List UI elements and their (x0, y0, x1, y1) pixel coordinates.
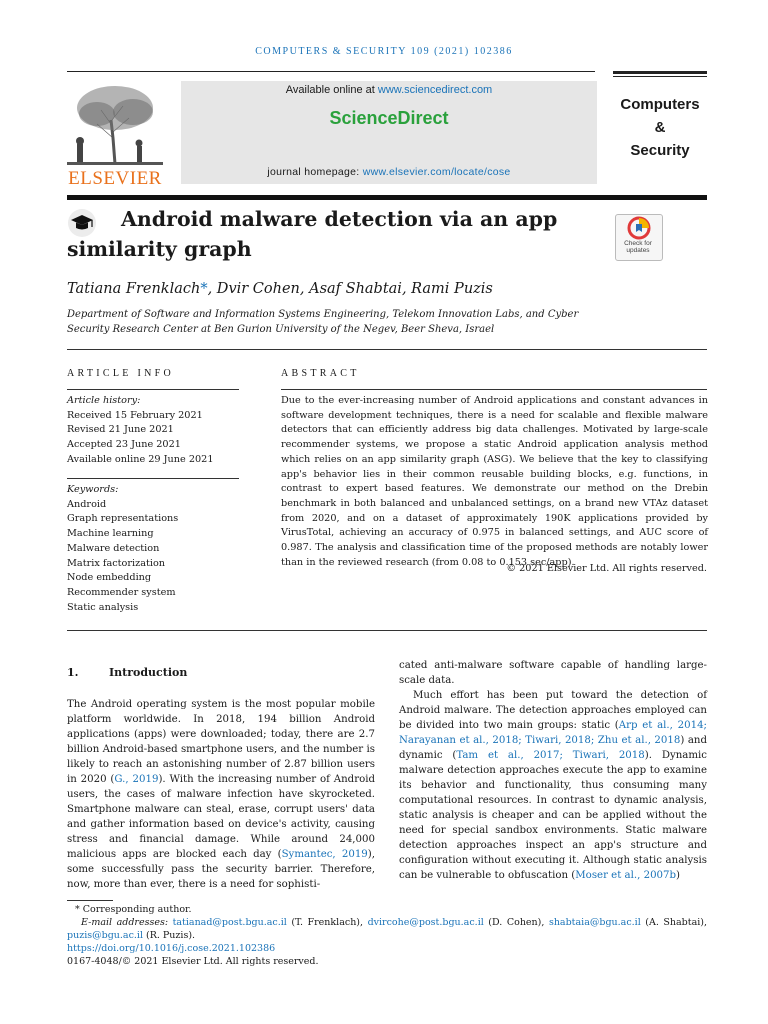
author-rest: , Dvir Cohen, Asaf Shabtai, Rami Puzis (207, 281, 493, 297)
masthead-rule (67, 195, 707, 200)
article-info-rule (67, 389, 239, 390)
header-rule (67, 71, 595, 72)
journal-name-line1: Computers (620, 96, 700, 113)
elsevier-wordmark: ELSEVIER (68, 168, 162, 189)
text-run: ). With the increasing number of Android users, the cases of malware infection have skyrocketed. Smartphone malware can steal, erase, corrupt users' data and gather information based on device's activity, causing stress and financial damage. While around 24,000 malicious apps are blocked each day ( (67, 774, 375, 860)
text-run: ), some successfully pass the security barrier. Therefore, now, more than ever, there is a need for sophisti- (67, 849, 375, 890)
email-label: E-mail addresses: (81, 917, 169, 928)
citation-link[interactable]: Arp et al., 2014; Narayanan et al., 2018; Tiwari, 2018; Zhu et al., 2018 (399, 720, 707, 746)
article-history (67, 394, 239, 468)
running-head: COMPUTERS & SECURITY 109 (2021) 102386 (255, 46, 513, 57)
history-revised: Revised 21 June 2021 (67, 424, 174, 436)
header-rule-right (613, 71, 707, 74)
text-run: ). Dynamic malware detection approaches execute the app to examine its behavior and functionality, thus consuming many computational resources. In contrast to dynamic analysis, static analysis is cheaper and can be applied without the need for special sandbox environments. Static malware detection approaches inspect an app's structure and configuration without executing it. Although static analysis can be vulnerable to obfuscation ( (399, 750, 708, 881)
keyword-item: Graph representations (67, 513, 179, 525)
check-for-updates-icon (616, 215, 662, 241)
keywords (67, 483, 239, 615)
email-owner: (R. Puzis). (143, 930, 196, 941)
homepage-label: journal homepage: (267, 166, 363, 178)
header-rule-right-thin (613, 76, 707, 77)
email-link[interactable]: puzis@bgu.ac.il (67, 930, 143, 941)
section-rule (67, 349, 707, 350)
keywords-rule (67, 478, 239, 479)
keyword-item: Malware detection (67, 542, 160, 554)
journal-name (613, 93, 707, 162)
footnote-rule (67, 900, 113, 901)
email-owner: (A. Shabtai), (640, 917, 707, 928)
intro-paragraph (67, 697, 375, 892)
intro-left-column (67, 697, 375, 892)
article-title: Android malware detection via an app similarity graph (67, 207, 558, 261)
history-label: Article history: (67, 395, 141, 406)
intro-paragraph (399, 688, 707, 883)
issn-line: 0167-4048/© 2021 Elsevier Ltd. All rights reserved. (67, 956, 319, 967)
intro-paragraph: cated anti-malware software capable of handling large-scale data. (399, 660, 707, 686)
abstract-text: Due to the ever-increasing number of Android applications and constant advances in software development techniques, there is a need for scalable and flexible malware detectors that can efficiently address big data challenges. Motivated by large-scale recommender systems, we propose a static Android application analysis method which relies on an app similarity graph (ASG). We believe that the key to classifying app's behavior lies in their common reusable building blocks, e.g. functions, in contrast to expert based features. We demonstrate our method on the Drebin benchmark in both balanced and unbalanced settings, on a brand new VTAz dataset from 2020, and on a dataset of approximately 190K applications provided by VirusTotal, achieving an accuracy of 0.975 in balanced settings, and AUC score of 0.987. The analysis and classification time of the proposed methods are notably lower than in the reviewed research (from 0.08 to 0.153 sec/app). (281, 395, 708, 568)
text-run: ) and dynamic ( (399, 735, 707, 761)
check-for-updates-line1: Check for (624, 240, 652, 247)
sciencedirect-logo: ScienceDirect (329, 108, 449, 128)
front-matter-rule (67, 630, 707, 631)
intro-right-column (399, 658, 707, 883)
doi-line (67, 942, 707, 955)
available-online-label: Available online at (285, 84, 378, 96)
text-run: Much effort has been put toward the detection of Android malware. The detection approaches employed can be divided into two main groups: static ( (399, 690, 707, 731)
section-heading-introduction (67, 666, 187, 679)
corresponding-author-note: * Corresponding author. (75, 904, 192, 915)
journal-name-line3: Security (630, 142, 690, 159)
journal-homepage (181, 166, 597, 178)
citation-link[interactable]: Moser et al., 2007b (575, 870, 677, 881)
journal-name-line2: & (654, 119, 666, 136)
abstract-copyright: © 2021 Elsevier Ltd. All rights reserved. (506, 563, 707, 574)
text-run: ) (676, 870, 681, 881)
email-owner: (D. Cohen), (483, 917, 549, 928)
author-list (67, 281, 493, 297)
history-received: Received 15 February 2021 (67, 409, 203, 421)
footnotes (67, 903, 707, 968)
article-info-heading: ARTICLE INFO (67, 368, 175, 379)
keyword-item: Machine learning (67, 528, 154, 540)
journal-homepage-link[interactable]: www.elsevier.com/locate/cose (362, 166, 511, 178)
email-link[interactable]: tatianad@post.bgu.ac.il (172, 917, 287, 928)
section-number: 1. (67, 666, 79, 679)
text-run: The Android operating system is the most popular mobile platform worldwide. In 2018, 194 billion Android applications (apps) were downloaded; today, there are 2.7 billion Android-based smartphone users, and the number is likely to reach an astonishing number of 2.87 billion users in 2020 ( (67, 699, 375, 785)
keyword-item: Node embedding (67, 572, 152, 584)
available-online (181, 84, 597, 96)
graduation-cap-icon[interactable] (68, 209, 96, 237)
keywords-label: Keywords: (67, 484, 119, 495)
abstract-rule (281, 389, 707, 390)
email-link[interactable]: shabtaia@bgu.ac.il (548, 917, 641, 928)
email-owner: (T. Frenklach), (286, 917, 368, 928)
history-online: Available online 29 June 2021 (67, 453, 214, 465)
keyword-item: Matrix factorization (67, 557, 166, 569)
email-addresses (67, 916, 707, 942)
citation-link[interactable]: Symantec, 2019 (281, 849, 368, 860)
email-link[interactable]: dvircohe@post.bgu.ac.il (367, 917, 484, 928)
check-for-updates-line2: updates (626, 247, 650, 254)
sciencedirect-link[interactable]: www.sciencedirect.com (377, 84, 493, 96)
corresponding-author-marker[interactable]: * (200, 281, 208, 297)
author-first: Tatiana Frenklach (67, 281, 201, 297)
citation-link[interactable]: G., 2019 (114, 774, 159, 785)
doi-link[interactable]: https://doi.org/10.1016/j.cose.2021.102386 (67, 943, 276, 954)
affiliation: Department of Software and Information Systems Engineering, Telekom Innovation Labs, and Cyber Security Research Center at Ben Gurion University of the Negev, Beer Sheva, Israel (67, 309, 579, 335)
citation-link[interactable]: Tam et al., 2017; Tiwari, 2018 (456, 750, 645, 761)
section-title: Introduction (109, 666, 188, 679)
check-for-updates-label (615, 240, 661, 254)
history-accepted: Accepted 23 June 2021 (67, 439, 181, 451)
abstract-heading: ABSTRACT (281, 368, 360, 379)
keyword-item: Static analysis (67, 601, 139, 613)
keyword-item: Android (67, 498, 107, 510)
keyword-item: Recommender system (67, 586, 176, 598)
